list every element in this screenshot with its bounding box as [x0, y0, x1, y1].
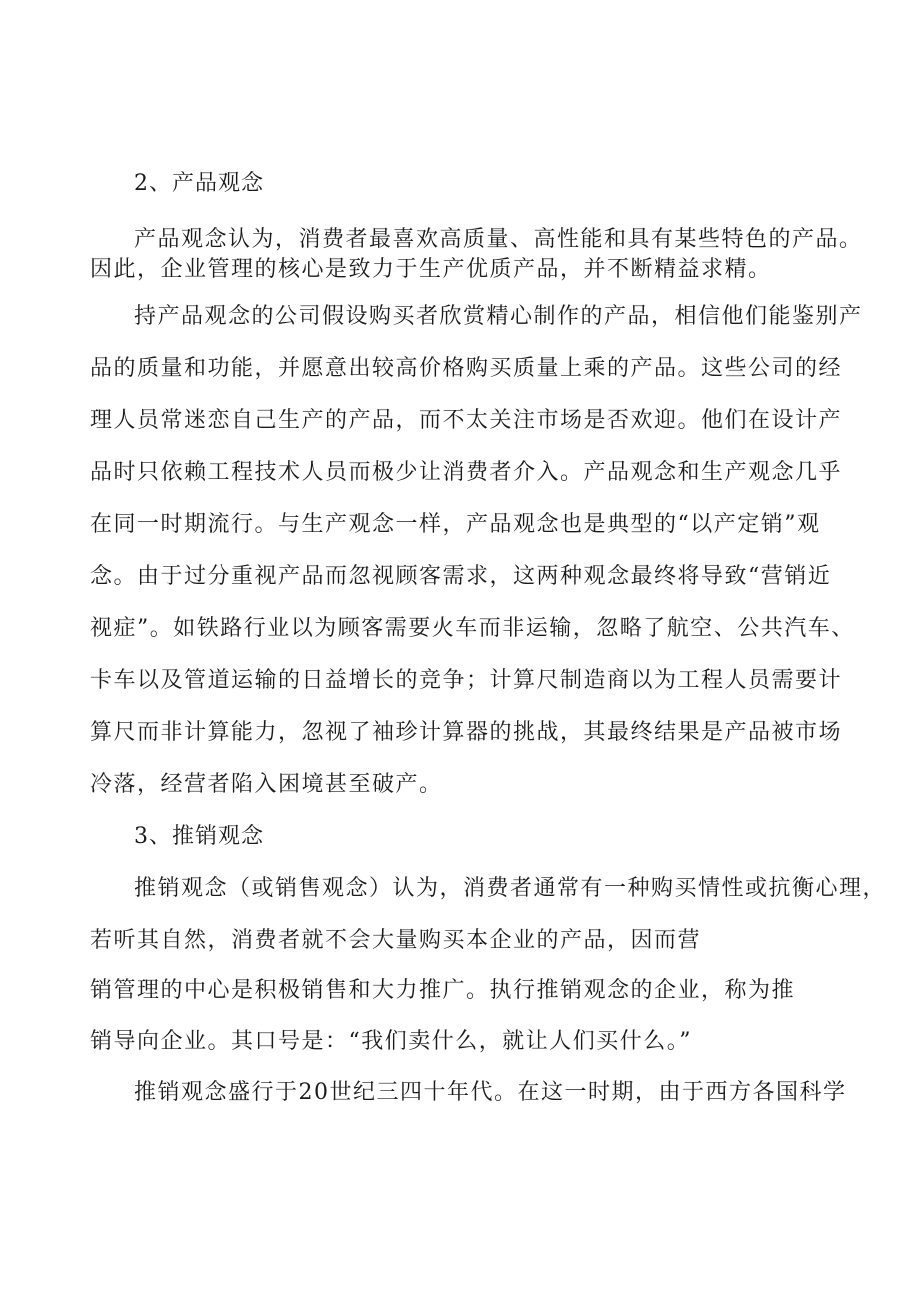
- paragraph-line: 理人员常迷恋自己生产的产品，而不太关注市场是否欢迎。他们在设计产: [90, 408, 843, 433]
- paragraph-line: 冷落，经营者陷入困境甚至破产。: [90, 772, 443, 797]
- paragraph-line: 卡车以及管道运输的日益增长的竞争；计算尺制造商以为工程人员需要计: [90, 668, 843, 693]
- paragraph-line: 产品观念认为，消费者最喜欢高质量、高性能和具有某些特色的产品。: [134, 227, 863, 252]
- paragraph-line: 若听其自然，消费者就不会大量购买本企业的产品，因而营: [90, 928, 702, 953]
- paragraph-line: 推销观念（或销售观念）认为，消费者通常有一种购买情性或抗衡心理，: [134, 876, 887, 901]
- paragraph-line: 品时只依赖工程技术人员而极少让消费者介入。产品观念和生产观念几乎: [90, 460, 843, 485]
- paragraph-line: 在同一时期流行。与生产观念一样，产品观念也是典型的“以产定销”观: [90, 512, 821, 537]
- paragraph-line: 推销观念盛行于20世纪三四十年代。在这一时期，由于西方各国科学: [134, 1080, 847, 1105]
- paragraph-line: 念。由于过分重视产品而忽视顾客需求，这两种观念最终将导致“营销近: [90, 564, 832, 589]
- paragraph-line: 因此，企业管理的核心是致力于生产优质产品，并不断精益求精。: [90, 257, 772, 282]
- paragraph-line: 销管理的中心是积极销售和大力推广。执行推销观念的企业，称为推: [90, 978, 796, 1003]
- paragraph-line: 销导向企业。其口号是：“我们卖什么，就让人们买什么。”: [90, 1029, 692, 1054]
- section-heading: 2、产品观念: [134, 171, 264, 196]
- paragraph-line: 算尺而非计算能力，忽视了袖珍计算器的挑战，其最终结果是产品被市场: [90, 720, 843, 745]
- paragraph-line: 品的质量和功能，并愿意出较高价格购买质量上乘的产品。这些公司的经: [90, 356, 843, 381]
- paragraph-line: 视症”。如铁路行业以为顾客需要火车而非运输，忽略了航空、公共汽车、: [90, 616, 855, 641]
- section-heading: 3、推销观念: [134, 824, 264, 849]
- paragraph-line: 持产品观念的公司假设购买者欣赏精心制作的产品，相信他们能鉴别产: [134, 304, 863, 329]
